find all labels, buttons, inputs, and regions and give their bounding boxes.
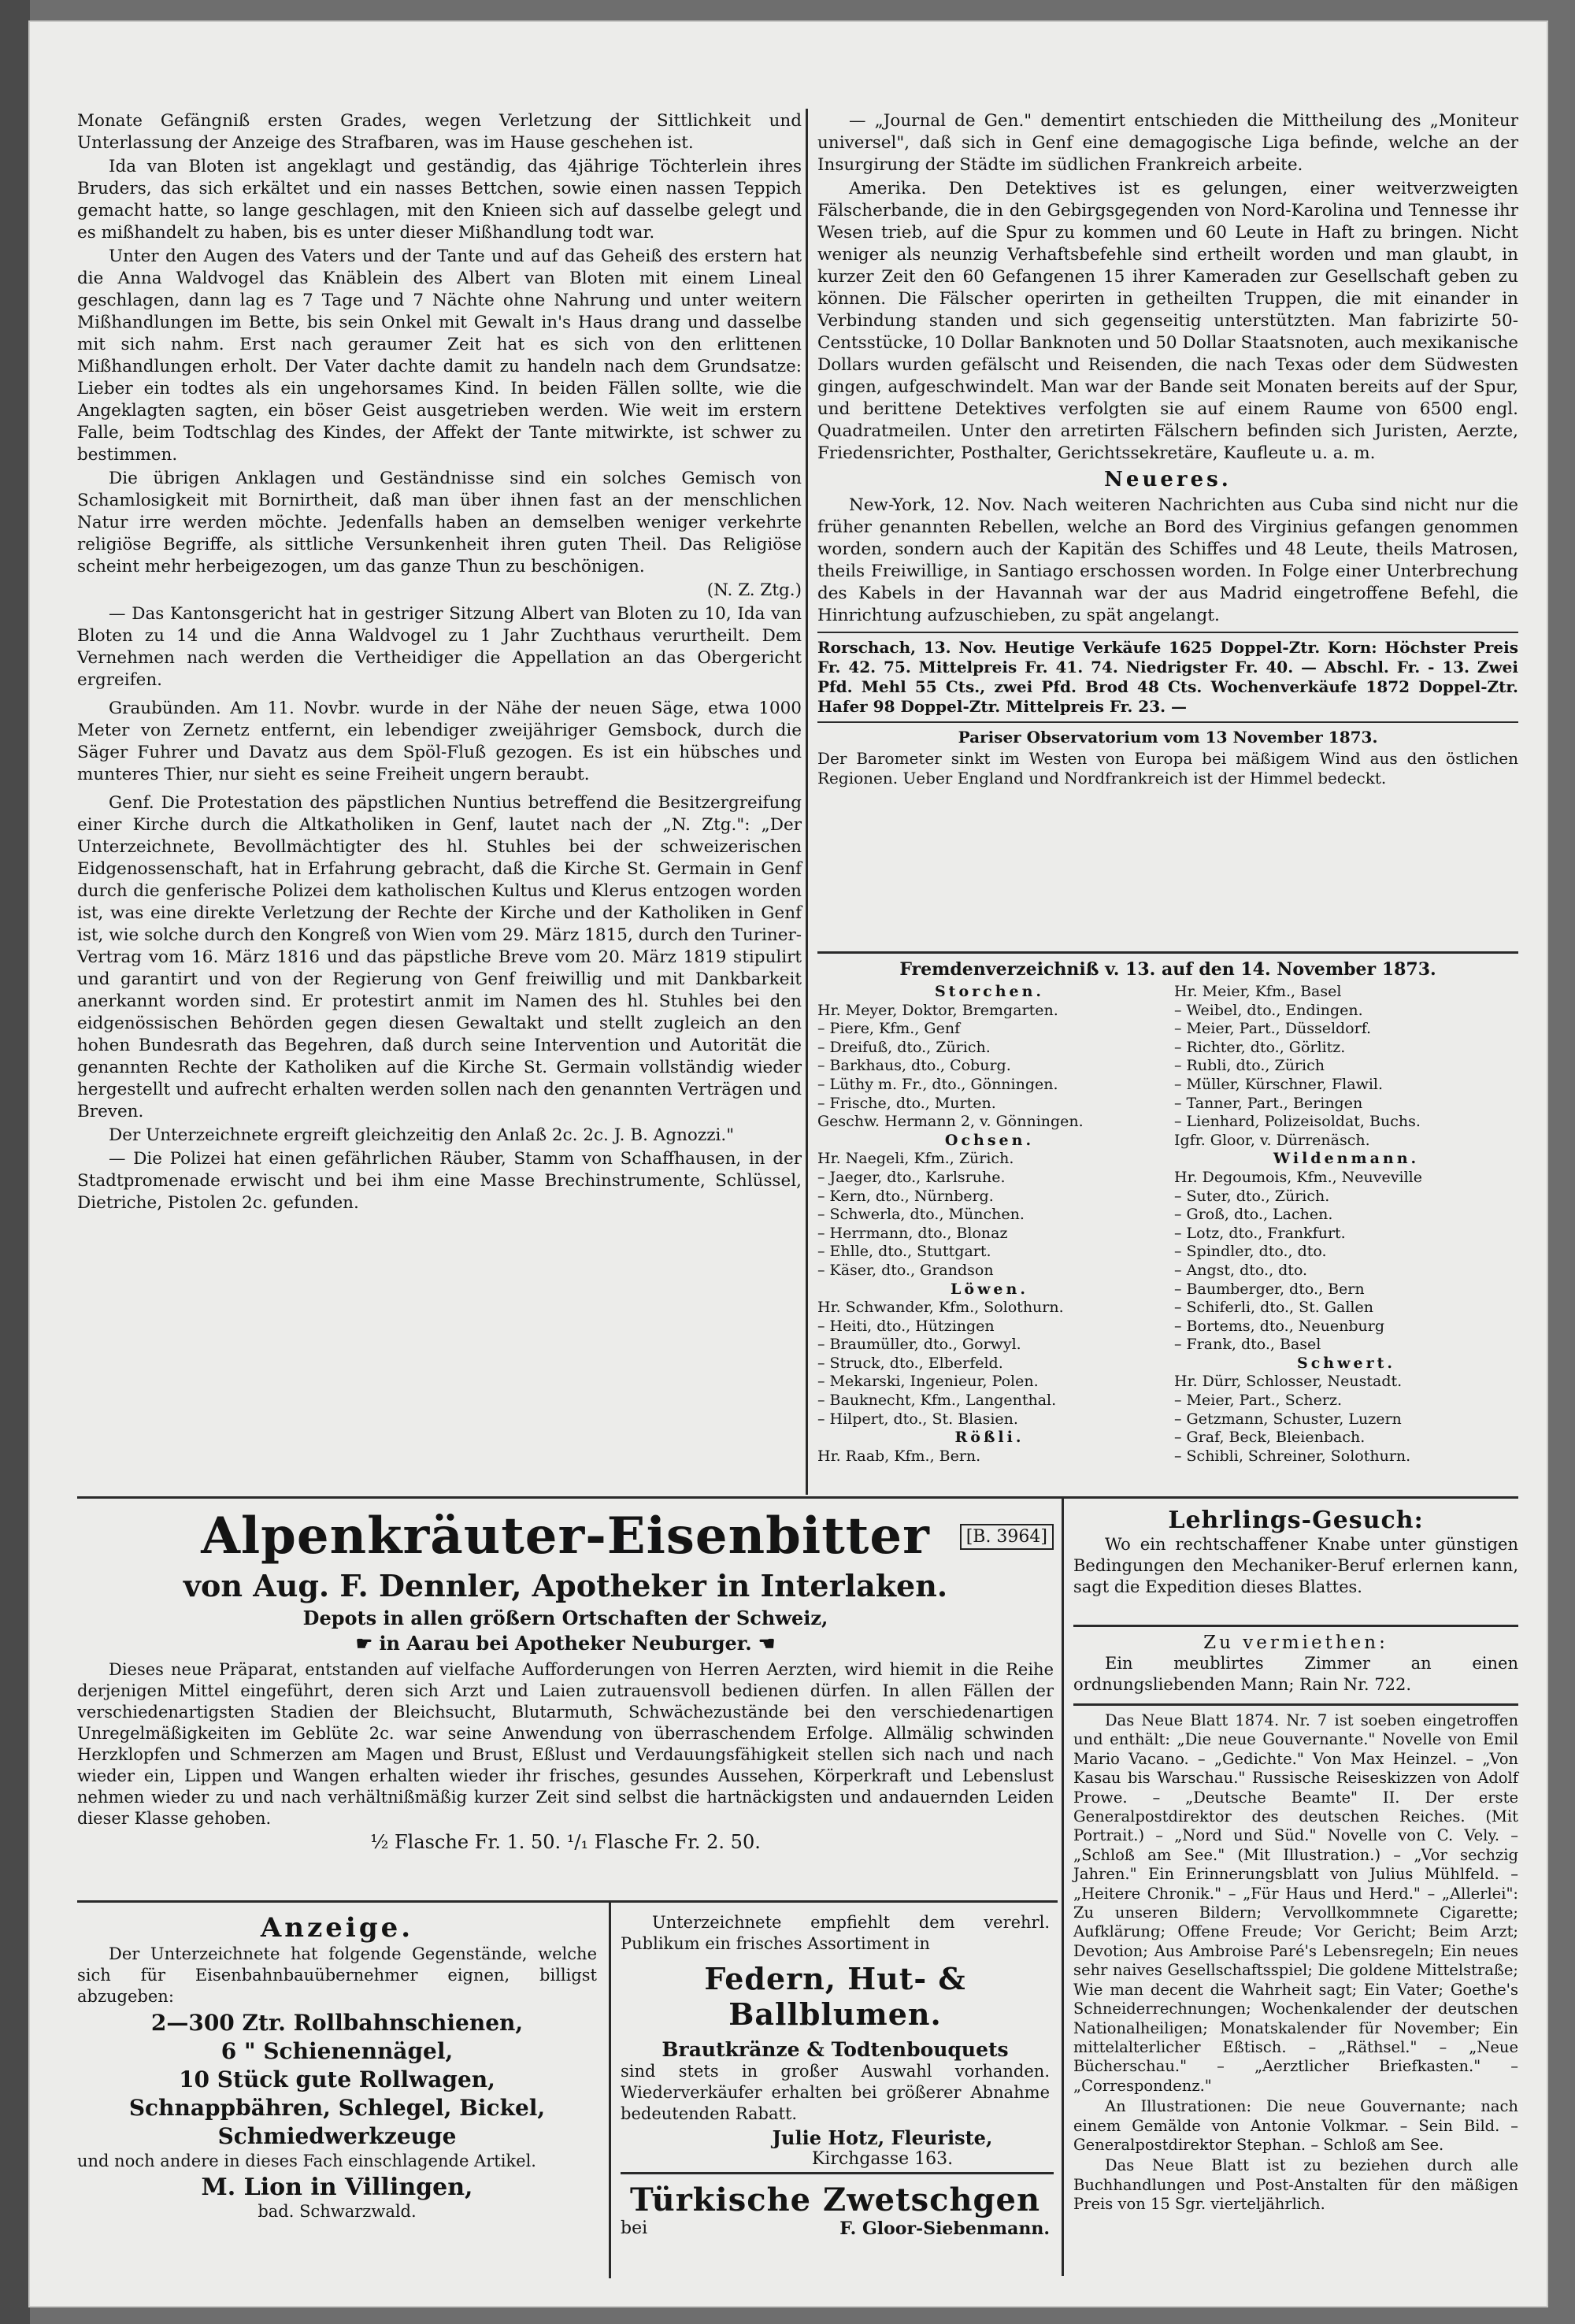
guest-entry: – Tanner, Part., Beringen bbox=[1174, 1094, 1363, 1112]
ad-anzeige-item: Schmiedwerkzeuge bbox=[217, 2123, 457, 2149]
guest-entry: – Jaeger, dto., Karlsruhe. bbox=[817, 1168, 1006, 1186]
news-amerika: Amerika. Den Detektives ist es gelungen, einer weitverzweigten Fälscherbande, die in den Gebirgsgegenden von Nord-Karolina und Tennesse ihr Wesen trieb, auf die Spur zu kommen und 60 Leute in Haft zu bringen. Nicht weniger als neunzig Verhaftsbefehle sind ertheilt worden und man glaubt, in kurzer Zeit den 60 Gefangenen 15 ihrer Kameraden zur Gesellschaft geben zu können. Die Fälscher operirten in getheilten Truppen, die mit einander in Verbindung standen und sich gegenseitig unterstützten. Man fabrizirte 50-Centsstücke, 10 Dollar Banknoten und 50 Dollar Staatsnoten, auch mexikanische Dollars wurden gefälscht und Reisenden, die nach Texas oder dem Südwesten gingen, aufgeschwindelt. Man war der Bande seit Monaten bereits auf der Spur, und berittene Detektives verfolgten sie auf einem Raume von 6500 engl. Quadratmeilen. Unter den arretirten Fälschern befinden sich Juristen, Aerzte, Friedensrichter, Posthalter, Gerichtssekretäre, Kaufleute u. a. m. bbox=[817, 179, 1518, 463]
guest-entry: Hr. Raab, Kfm., Bern. bbox=[817, 1447, 981, 1465]
divider bbox=[621, 2172, 1054, 2174]
guest-entry: Hr. Meyer, Doktor, Bremgarten. bbox=[817, 1001, 1058, 1019]
ad-anzeige-signature: M. Lion in Villingen, bbox=[201, 2174, 473, 2201]
ad-vermiethen-title: Zu vermiethen: bbox=[1203, 1633, 1388, 1653]
news-graubuenden: Graubünden. Am 11. Novbr. wurde in der Nähe der neuen Säge, etwa 1000 Meter von Zernetz entfernt, ein lebendiger zweijähriger Gemsbock, durch die Säger Fuhrer und Davatz aus dem Spöl-Fluß gezogen. Es ist ein hübsches und munteres Thier, nur sieht es seine Freiheit ungern beraubt. bbox=[77, 699, 802, 784]
guest-register-title: Fremdenverzeichniß v. 13. auf den 14. November 1873. bbox=[899, 959, 1436, 980]
news-new-york: New-York, 12. Nov. Nach weiteren Nachrichten aus Cuba sind nicht nur die früher genannten Rebellen, welche an Bord des Virginius gefangen genommen worden, sondern auch der Kapitän des Schiffes und 48 Leute, theils Matrosen, theils Freiwillige, in Santiago erschossen worden. In Folge einer Unterbrechung des Kabels in der Havannah war der aus Madrid eingetroffene Befehl, die Hinrichtung aufzuschieben, zu spät angelangt. bbox=[817, 495, 1518, 625]
ad-federn-body: sind stets in großer Auswahl vorhanden. Wiederverkäufer erhalten bei größerer Abnahme bedeutenden Rabatt. bbox=[621, 2062, 1050, 2123]
guest-entry: – Barkhaus, dto., Coburg. bbox=[817, 1057, 1011, 1075]
ad-zwetschgen-title: Türkische Zwetschgen bbox=[629, 2181, 1041, 2218]
ad-zwetschgen-signature: F. Gloor-Siebenmann. bbox=[839, 2218, 1050, 2239]
article-source: (N. Z. Ztg.) bbox=[706, 580, 802, 600]
guest-entry: – Lüthy m. Fr., dto., Gönningen. bbox=[817, 1075, 1058, 1093]
ad-anzeige bbox=[77, 1912, 597, 2221]
guest-entry: Hr. Meier, Kfm., Basel bbox=[1174, 983, 1342, 1000]
hotel-heading: Rößli. bbox=[954, 1429, 1025, 1447]
ad-federn bbox=[621, 1912, 1050, 2169]
guest-entry: – Getzmann, Schuster, Luzern bbox=[1174, 1410, 1402, 1428]
ad-federn-address: Kirchgasse 163. bbox=[811, 2149, 954, 2169]
pointing-hand-icon: ☛ bbox=[355, 1632, 380, 1655]
ad-lehrling bbox=[1073, 1507, 1518, 1599]
guest-entry: – Hilpert, dto., St. Blasien. bbox=[817, 1410, 1018, 1428]
ad-lehrling-title: Lehrlings-Gesuch: bbox=[1168, 1507, 1424, 1534]
section-heading-neueres: Neueres. bbox=[1104, 468, 1232, 491]
article-continuation: Monate Gefängniß ersten Grades, wegen Verletzung der Sittlichkeit und Unterlassung der Anzeige des Strafbaren, was im Hause geschehen ist. bbox=[77, 111, 802, 153]
guest-entry: – Schiferli, dto., St. Gallen bbox=[1174, 1299, 1373, 1317]
guest-entry: – Baumberger, dto., Bern bbox=[1174, 1280, 1365, 1298]
ad-depots: Depots in allen größern Ortschaften der Schweiz, bbox=[302, 1607, 828, 1629]
guest-entry: Hr. Naegeli, Kfm., Zürich. bbox=[817, 1150, 1014, 1168]
ad-zwetschgen-line bbox=[621, 2218, 1050, 2239]
ad-anzeige-item: 10 Stück gute Rollwagen, bbox=[179, 2066, 495, 2092]
guest-entry: – Piere, Kfm., Genf bbox=[817, 1020, 961, 1038]
hotel-heading: Ochsen. bbox=[944, 1131, 1035, 1149]
guest-entry: – Rubli, dto., Zürich bbox=[1174, 1057, 1325, 1075]
ad-subtitle: von Aug. F. Dennler, Apotheker in Interlaken. bbox=[183, 1568, 948, 1603]
binding-edge bbox=[0, 0, 30, 2324]
guest-entry: – Kern, dto., Nürnberg. bbox=[817, 1187, 994, 1205]
divider bbox=[1073, 1703, 1518, 1706]
divider bbox=[77, 1900, 1058, 1903]
ad-anzeige-place: bad. Schwarzwald. bbox=[258, 2202, 417, 2221]
article-paragraph: Die übrigen Anklagen und Geständnisse sind ein solches Gemisch von Schamlosigkeit mit Bornirtheit, daß man über ihnen fast an der menschlichen Natur irre werden möchte. Jedenfalls haben an demselben weniger verkehrte religiöse Begriffe, als sittliche Versunkenheit ihren guten Theil. Das Religiöse scheint mehr herbeigezogen, um das ganze Thun zu beschönigen. bbox=[77, 469, 802, 576]
news-genf: Genf. Die Protestation des päpstlichen Nuntius betreffend die Besitzergreifung einer Kirche durch die Altkatholiken in Genf, lautet nach der „N. Ztg.": „Der Unterzeichnete, Bevollmächtigter des hl. Stuhles bei der schweizerischen Eidgenossenschaft, hat in Erfahrung gebracht, daß die Kirche St. Germain in Genf durch die genferische Polizei dem katholischen Kultus und Klerus entzogen worden ist, was eine direkte Verletzung der Rechte der Kirche und der Katholiken in Genf ist, wie solche durch den Kongreß von Wien vom 29. März 1815, durch den Turiner-Vertrag vom 16. März 1816 und das päpstliche Breve vom 20. März 1819 stipulirt und garantirt und von der Regierung von Genf freiwillig und mit Dankbarkeit anerkannt worden sind. Er protestirt anmit im Namen des hl. Stuhles bei den eidgenössischen Behörden gegen diesen Gewaltakt und stellt zugleich an den hohen Bundesrath das Begehren, daß durch seine Intervention und Autorität die genannten Rechte der Katholiken auf die Kirche St. Germain vollständig wieder hergestellt und aufrecht erhalten werden sollen nach den genannten Verträgen und Breven. bbox=[77, 793, 802, 1121]
ad-neues-blatt bbox=[1073, 1711, 1518, 2216]
article-paragraph: — Das Kantonsgericht hat in gestriger Sitzung Albert van Bloten zu 10, Ida van Bloten zu 14 und die Anna Waldvogel zu 1 Jahr Zuchthaus verurtheilt. Dem Vernehmen nach werden die Vertheidiger die Appellation an das Obergericht ergreifen. bbox=[77, 604, 802, 690]
left-column bbox=[77, 110, 802, 1216]
news-polizei: — Die Polizei hat einen gefährlichen Räuber, Stamm von Schaffhausen, in der Stadtpromenade erwischt und bei ihm eine Masse Brechinstrumente, Schlüssel, Dietriche, Pistolen 2c. gefunden. bbox=[77, 1149, 802, 1213]
guest-entry: – Dreifuß, dto., Zürich. bbox=[817, 1038, 991, 1056]
guest-entry: Igfr. Gloor, v. Dürrenäsch. bbox=[1174, 1131, 1370, 1149]
ad-reference: [B. 3964] bbox=[960, 1524, 1054, 1550]
ad-anzeige-body-2: und noch andere in dieses Fach einschlagende Artikel. bbox=[77, 2152, 536, 2170]
guest-entry: – Suter, dto., Zürich. bbox=[1174, 1187, 1330, 1205]
guest-entry: – Ehlle, dto., Stuttgart. bbox=[817, 1243, 991, 1261]
ad-anzeige-item: 2—300 Ztr. Rollbahnschienen, bbox=[150, 2010, 524, 2036]
guest-entry: Hr. Schwander, Kfm., Solothurn. bbox=[817, 1299, 1064, 1317]
guest-entry: Hr. Dürr, Schlosser, Neustadt. bbox=[1174, 1373, 1403, 1391]
guest-entry: – Angst, dto., dto. bbox=[1174, 1261, 1308, 1279]
observatory-report: Der Barometer sinkt im Westen von Europa bei mäßigem Wind aus den östlichen Regionen. Ueber England und Nordfrankreich ist der Himmel bedeckt. bbox=[817, 749, 1518, 788]
guest-entry: – Meier, Part., Düsseldorf. bbox=[1174, 1020, 1372, 1038]
ad-depot-aarau-text: in Aarau bei Apotheker Neuburger. bbox=[379, 1632, 752, 1655]
ad-title: Alpenkräuter-Eisenbitter bbox=[201, 1507, 930, 1566]
divider bbox=[817, 632, 1518, 633]
ad-price: ½ Flasche Fr. 1. 50. ¹/₁ Flasche Fr. 2. 50. bbox=[370, 1831, 761, 1853]
guest-entry: – Schibli, Schreiner, Solothurn. bbox=[1174, 1447, 1411, 1465]
divider bbox=[817, 951, 1518, 954]
guest-entry: – Groß, dto., Lachen. bbox=[1174, 1206, 1333, 1224]
guest-entry: – Lotz, dto., Frankfurt. bbox=[1174, 1224, 1346, 1242]
guest-register-column-2 bbox=[1174, 983, 1518, 1466]
guest-entry: – Lienhard, Polizeisoldat, Buchs. bbox=[1174, 1113, 1421, 1131]
hotel-heading: Wildenmann. bbox=[1273, 1150, 1420, 1168]
divider bbox=[1073, 1625, 1518, 1627]
ad-body: Dieses neue Präparat, entstanden auf vielfache Aufforderungen von Herren Aerzten, wird hiemit in die Reihe derjenigen Mittel eingeführt, deren sich Arzt und Laien zutrauensvoll bedienen dürfen. In allen Fällen der verschiedenartigsten Stadien der Bleichsucht, Blutarmuth, Schwächezustände bei den verschiedenartigen Unregelmäßigkeiten im Geblüte 2c. war seine Anwendung von überraschendem Erfolge. Allmälig schwinden Herzklopfen und Schmerzen am Magen und Brust, Eßlust und Verdauungsfähigkeit stellen sich nach und nach wieder ein, Lippen und Wangen erhalten wieder ihr frisches, gesundes Aussehen, Körperkraft und Lebenslust nehmen wieder zu und nach verhältnißmäßig kurzer Zeit sind selbst die hartnäckigsten und andauernden Leiden dieser Klasse gehoben. bbox=[77, 1660, 1054, 1828]
ad-anzeige-item: Schnappbähren, Schlegel, Bickel, bbox=[128, 2095, 546, 2121]
guest-entry: – Käser, dto., Grandson bbox=[817, 1261, 994, 1279]
hotel-heading: Löwen. bbox=[951, 1280, 1028, 1298]
ad-federn-intro: Unterzeichnete empfiehlt dem verehrl. Publikum ein frisches Assortiment in bbox=[621, 1913, 1050, 1953]
guest-entry: – Richter, dto., Görlitz. bbox=[1174, 1038, 1346, 1056]
ad-alpenkraeuter bbox=[77, 1507, 1054, 1855]
guest-register-column-1 bbox=[817, 983, 1162, 1466]
pointing-hand-icon: ☚ bbox=[751, 1632, 776, 1655]
column-rule bbox=[609, 1900, 611, 2278]
article-paragraph: Ida van Bloten ist angeklagt und geständig, das 4jährige Töchterlein ihres Bruders, das sich erkältet und ein nasses Bettchen, sowie einen nassen Teppich gemacht hatte, so lange geschlagen, mit den Knieen sich auf dasselbe gelegt und es mißhandelt zu haben, bis es unter dieser Mißhandlung todt war. bbox=[77, 157, 802, 243]
ad-vermiethen bbox=[1073, 1633, 1518, 1697]
guest-entry: – Bortems, dto., Neuenburg bbox=[1174, 1317, 1385, 1335]
guest-entry: Geschw. Hermann 2, v. Gönningen. bbox=[817, 1113, 1084, 1131]
ad-federn-subtitle: Brautkränze & Todtenbouquets bbox=[662, 2038, 1009, 2061]
guest-entry: – Meier, Part., Scherz. bbox=[1174, 1392, 1342, 1410]
guest-entry: – Schwerla, dto., München. bbox=[817, 1206, 1025, 1224]
guest-entry: – Bauknecht, Kfm., Langenthal. bbox=[817, 1392, 1057, 1410]
ad-vermiethen-body: Ein meublirtes Zimmer an einen ordnungsliebenden Mann; Rain Nr. 722. bbox=[1073, 1654, 1518, 1694]
ad-neues-blatt-body: Das Neue Blatt 1874. Nr. 7 ist soeben eingetroffen und enthält: „Die neue Gouvernante." Novelle von Emil Mario Vacano. – „Gedichte." Von Max Heinzel. – „Von Kasau bis Warschau." Russische Reiseskizzen von Adolf Prowe. – „Deutsche Beamte" II. Der erste Generalpostdirektor des deutschen Reiches. (Mit Portrait.) – „Nord und Süd." Novelle von C. Vely. – „Schloß am See." (Mit Illustration.) – „Vor sechzig Jahren." Ein Erinnerungsblatt von Julius Mühlfeld. – „Heitere Chronik." – „Für Haus und Herd." – „Allerlei": Zu unseren Bildern; Vervollkommnete Cigarette; Aufklärung; Offene Freude; Vor Gericht; Beim Arzt; Devotion; Aus Ambroise Paré's Lebensregeln; Ein neues sehr naives Gesellschaftsspiel; Die goldene Mittelstraße; Wie man decent die Wahrheit sagt; Ein Vater; Goethe's Schneiderrechnungen; Wochenkalender der deutschen Nationalheiligen; Monatskalender für November; Ein mittelalterlicher Eßtisch. – „Räthsel." – „Neue Bücherschau." – „Aerztlicher Briefkasten." – „Correspondenz." bbox=[1073, 1711, 1518, 2095]
ad-neues-blatt-illustrations: An Illustrationen: Die neue Gouvernante; nach einem Gemälde von Antonie Volkmar. – Sein Bild. – Generalpostdirektor Stephan. – Schloß am See. bbox=[1073, 2097, 1518, 2154]
ad-depot-aarau bbox=[77, 1631, 1054, 1656]
guest-entry: – Graf, Beck, Bleienbach. bbox=[1174, 1429, 1366, 1447]
ad-zwetschgen-pre: bei bbox=[621, 2218, 648, 2238]
article-paragraph: Der Unterzeichnete ergreift gleichzeitig den Anlaß 2c. 2c. J. B. Agnozzi." bbox=[109, 1125, 735, 1145]
newspaper-page bbox=[30, 22, 1547, 2306]
ad-federn-signature: Julie Hotz, Fleuriste, bbox=[772, 2126, 993, 2149]
guest-entry: – Struck, dto., Elberfeld. bbox=[817, 1354, 1003, 1372]
column-rule bbox=[1062, 1496, 1064, 2276]
guest-entry: – Spindler, dto., dto. bbox=[1174, 1243, 1327, 1261]
article-paragraph: Unter den Augen des Vaters und der Tante und auf das Geheiß des erstern hat die Anna Waldvogel das Knäblein des Albert van Bloten mit einem Lineal geschlagen, dann lag es 7 Tage und 7 Nächte ohne Nahrung und unter weitern Mißhandlungen im Bette, bis sein Onkel mit Gewalt in's Haus drang und dasselbe mit sich nahm. Erst nach geraumer Zeit hat es sich von den erlittenen Mißhandlungen erholt. Der Vater dachte damit zu handeln nach dem Grundsatze: Lieber ein todtes als ein ungehorsames Kind. In beiden Fällen sollte, wie die Angeklagten sagten, ein böser Geist ausgetrieben werden. Wie weit im erstern Falle, beim Todtschlag des Kindes, der Affekt der Tante mitwirkte, ist schwer zu bestimmen. bbox=[77, 246, 802, 465]
guest-entry: – Frank, dto., Basel bbox=[1174, 1336, 1321, 1354]
guest-entry: – Müller, Kürschner, Flawil. bbox=[1174, 1075, 1384, 1093]
guest-entry: – Weibel, dto., Endingen. bbox=[1174, 1001, 1363, 1019]
ad-anzeige-body: Der Unterzeichnete hat folgende Gegenstände, welche sich für Eisenbahnbauübernehmer eignen, billigst abzugeben: bbox=[77, 1944, 597, 2006]
ad-anzeige-item: 6 " Schienennägel, bbox=[220, 2038, 454, 2064]
guest-entry: – Herrmann, dto., Blonaz bbox=[817, 1224, 1008, 1242]
hotel-heading: Storchen. bbox=[934, 983, 1045, 1000]
ad-zwetschgen bbox=[621, 2181, 1050, 2239]
divider bbox=[77, 1496, 1518, 1499]
news-journal-de-geneve: — „Journal de Gen." dementirt entschieden die Mittheilung des „Moniteur universel", daß sich in Genf eine demagogische Liga befinde, welche an der Insurgirung der Städte im südlichen Frankreich arbeite. bbox=[817, 111, 1518, 175]
guest-entry: – Mekarski, Ingenieur, Polen. bbox=[817, 1373, 1039, 1391]
guest-entry: Hr. Degoumois, Kfm., Neuveville bbox=[1174, 1168, 1422, 1186]
ad-federn-title: Federn, Hut- & Ballblumen. bbox=[704, 1961, 966, 2032]
divider bbox=[817, 721, 1518, 723]
guest-entry: – Braumüller, dto., Gorwyl. bbox=[817, 1336, 1021, 1354]
ad-lehrling-body: Wo ein rechtschaffener Knabe unter günstigen Bedingungen den Mechaniker-Beruf erlernen kann, sagt die Expedition dieses Blattes. bbox=[1073, 1535, 1518, 1596]
hotel-heading: Schwert. bbox=[1297, 1354, 1395, 1372]
column-rule bbox=[806, 109, 808, 1495]
guest-entry: – Heiti, dto., Hützingen bbox=[817, 1317, 995, 1335]
market-report: Rorschach, 13. Nov. Heutige Verkäufe 1625 Doppel-Ztr. Korn: Höchster Preis Fr. 42. 75. Mittelpreis Fr. 41. 74. Niedrigster Fr. 40. — Abschl. Fr. - 13. Zwei Pfd. Mehl 55 Cts., zwei Pfd. Brod 48 Cts. Wochenverkäufe 1872 Doppel-Ztr. Hafer 98 Doppel-Ztr. Mittelpreis Fr. 23. — bbox=[817, 638, 1518, 716]
ad-anzeige-title: Anzeige. bbox=[260, 1912, 414, 1944]
guest-register bbox=[817, 959, 1518, 1466]
right-column bbox=[817, 110, 1518, 790]
ad-neues-blatt-subscription: Das Neue Blatt ist zu beziehen durch alle Buchhandlungen und Post-Anstalten für den mäßigen Preis von 15 Sgr. vierteljährlich. bbox=[1073, 2156, 1518, 2214]
guest-entry: – Frische, dto., Murten. bbox=[817, 1094, 996, 1112]
observatory-title: Pariser Observatorium vom 13 November 1873. bbox=[958, 728, 1378, 747]
